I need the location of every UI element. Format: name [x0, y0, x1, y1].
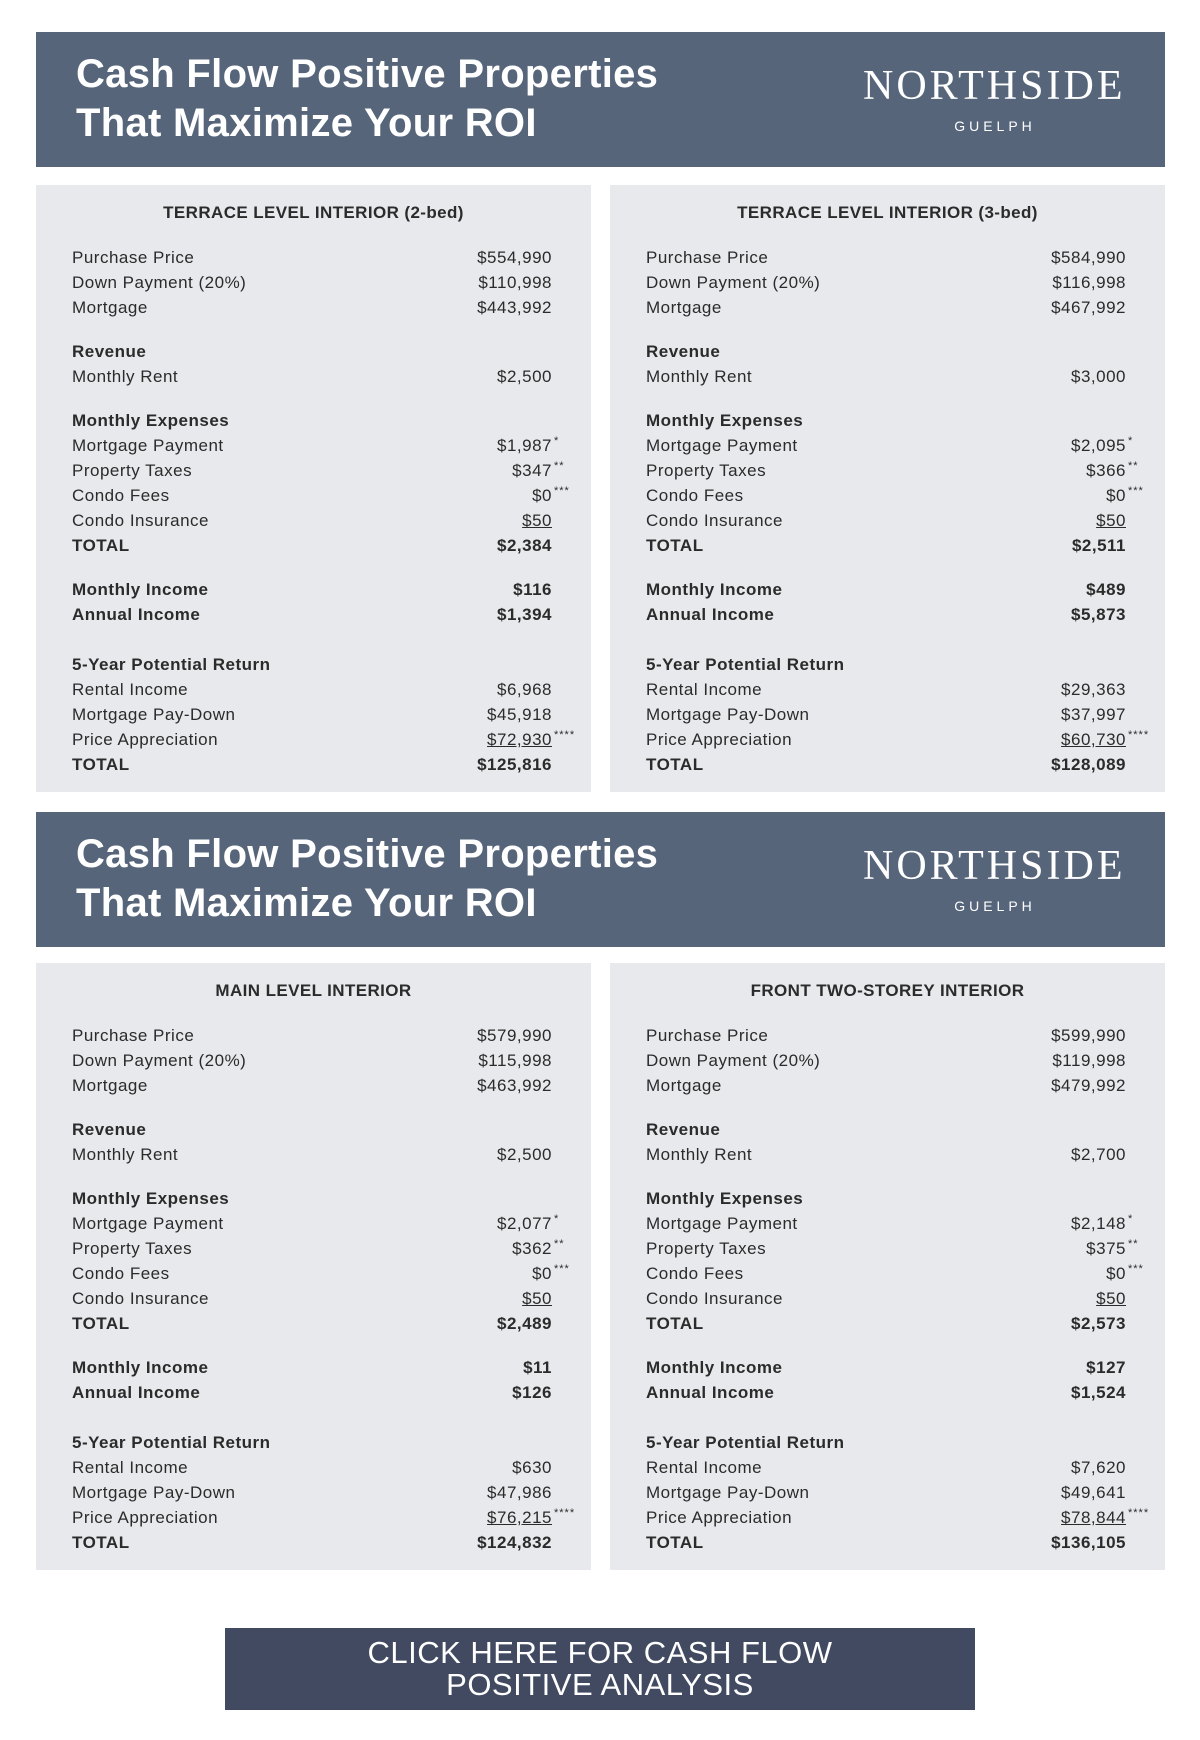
- row-label: Down Payment (20%): [646, 273, 821, 292]
- cash-flow-analysis-button[interactable]: [225, 1628, 975, 1710]
- row-value: $29,363: [1061, 680, 1126, 699]
- row-label: Mortgage Pay-Down: [72, 705, 236, 724]
- footnote-marker: **: [554, 460, 565, 472]
- row-label: Monthly Rent: [646, 367, 753, 386]
- row-value: $119,998: [1052, 1051, 1126, 1070]
- row-label: 5-Year Potential Return: [646, 655, 845, 674]
- row-monthly-income: [646, 577, 1126, 602]
- row-five-year: [72, 652, 552, 677]
- row-value: $126: [512, 1383, 552, 1402]
- row-label: Condo Insurance: [72, 511, 209, 530]
- row-value: $78,844: [1061, 1508, 1126, 1527]
- cta-line1: CLICK HERE FOR CASH FLOW: [367, 1635, 833, 1670]
- row-return-total: [646, 752, 1126, 777]
- row-value: $60,730: [1061, 730, 1126, 749]
- row-label: TOTAL: [646, 755, 704, 774]
- row-label: Mortgage: [72, 298, 148, 317]
- row-mortgage-paydown: [646, 1480, 1126, 1505]
- row-value: $136,105: [1051, 1533, 1126, 1552]
- row-monthly-expenses: [72, 1186, 552, 1211]
- panel-title: TERRACE LEVEL INTERIOR (2-bed): [163, 203, 464, 222]
- row-label: Revenue: [72, 1120, 147, 1139]
- footnote-marker: *: [1128, 435, 1134, 447]
- row-condo-insurance: [72, 508, 552, 533]
- row-rental-income: [646, 677, 1126, 702]
- row-value: $479,992: [1051, 1076, 1126, 1095]
- row-value: $1,524: [1071, 1383, 1126, 1402]
- row-condo-insurance: [646, 1286, 1126, 1311]
- row-price-appreciation: [646, 727, 1150, 752]
- row-value: $37,997: [1061, 705, 1126, 724]
- row-label: Purchase Price: [646, 1026, 769, 1045]
- row-value: $2,500: [497, 1145, 552, 1164]
- row-value: $2,500: [497, 367, 552, 386]
- row-label: Monthly Income: [646, 580, 783, 599]
- row-expenses-total: [646, 533, 1126, 558]
- footnote-marker: *: [1128, 1213, 1134, 1225]
- row-revenue: [646, 339, 1126, 364]
- row-value: $124,832: [477, 1533, 552, 1552]
- row-condo-fees: [72, 483, 570, 508]
- header-title-line2: That Maximize Your ROI: [76, 881, 537, 925]
- row-value: $0: [532, 486, 552, 505]
- row-label: Mortgage Pay-Down: [646, 705, 810, 724]
- footnote-marker: ***: [1128, 485, 1144, 497]
- row-label: Mortgage Pay-Down: [72, 1483, 236, 1502]
- header-title: [76, 50, 658, 148]
- row-label: Purchase Price: [72, 248, 195, 267]
- header-title-line1: Cash Flow Positive Properties: [76, 832, 659, 876]
- row-label: Annual Income: [646, 605, 775, 624]
- row-label: Mortgage: [72, 1076, 148, 1095]
- row-purchase-price: [646, 245, 1126, 270]
- row-mortgage-payment: [72, 433, 560, 458]
- row-value: $463,992: [477, 1076, 552, 1095]
- row-value: $579,990: [477, 1026, 552, 1045]
- row-value: $362: [512, 1239, 552, 1258]
- row-monthly-expenses: [72, 408, 552, 433]
- row-label: Monthly Income: [646, 1358, 783, 1377]
- row-label: Rental Income: [72, 680, 189, 699]
- row-value: $554,990: [477, 248, 552, 267]
- footnote-marker: ****: [1128, 729, 1150, 741]
- row-expenses-total: [72, 1311, 552, 1336]
- row-label: Price Appreciation: [646, 1508, 793, 1527]
- row-value: $128,089: [1051, 755, 1126, 774]
- logo-name: NORTHSIDE: [863, 843, 1126, 889]
- row-value: $2,095: [1071, 436, 1126, 455]
- row-monthly-expenses: [646, 1186, 1126, 1211]
- row-revenue: [646, 1117, 1126, 1142]
- row-value: $50: [522, 1289, 552, 1308]
- row-price-appreciation: [72, 1505, 576, 1530]
- header-title-line2: That Maximize Your ROI: [76, 101, 537, 145]
- row-annual-income: [646, 602, 1126, 627]
- row-mortgage: [72, 295, 552, 320]
- row-property-taxes: [646, 1236, 1139, 1261]
- row-label: Price Appreciation: [72, 1508, 219, 1527]
- footnote-marker: **: [554, 1238, 565, 1250]
- row-five-year: [646, 1430, 1126, 1455]
- footnote-marker: ****: [1128, 1507, 1150, 1519]
- row-value: $630: [512, 1458, 552, 1477]
- row-value: $50: [522, 511, 552, 530]
- row-purchase-price: [72, 245, 552, 270]
- row-mortgage: [72, 1073, 552, 1098]
- row-value: $125,816: [477, 755, 552, 774]
- row-label: Property Taxes: [72, 461, 193, 480]
- row-value: $489: [1086, 580, 1126, 599]
- row-property-taxes: [72, 1236, 565, 1261]
- row-purchase-price: [646, 1023, 1126, 1048]
- row-value: $467,992: [1051, 298, 1126, 317]
- row-value: $116,998: [1052, 273, 1126, 292]
- logo-name: NORTHSIDE: [863, 63, 1126, 109]
- row-mortgage-paydown: [646, 702, 1126, 727]
- row-monthly-income: [72, 577, 552, 602]
- row-label: 5-Year Potential Return: [72, 655, 271, 674]
- row-label: Monthly Expenses: [646, 1189, 804, 1208]
- property-panel: [36, 185, 591, 792]
- row-label: Annual Income: [72, 605, 201, 624]
- property-panel: [610, 963, 1165, 1570]
- row-return-total: [72, 1530, 552, 1555]
- header-title-line1: Cash Flow Positive Properties: [76, 52, 659, 96]
- row-condo-fees: [646, 1261, 1144, 1286]
- row-down-payment: [72, 270, 552, 295]
- row-label: Condo Fees: [72, 486, 170, 505]
- row-mortgage-paydown: [72, 702, 552, 727]
- row-value: $2,489: [497, 1314, 552, 1333]
- row-value: $127: [1086, 1358, 1126, 1377]
- row-property-taxes: [646, 458, 1139, 483]
- row-monthly-rent: [72, 1142, 552, 1167]
- row-annual-income: [72, 602, 552, 627]
- logo-subtitle: GUELPH: [954, 118, 1036, 134]
- row-monthly-rent: [646, 364, 1126, 389]
- footnote-marker: *: [554, 1213, 560, 1225]
- row-label: TOTAL: [646, 1314, 704, 1333]
- row-label: Annual Income: [72, 1383, 201, 1402]
- row-label: Revenue: [646, 1120, 721, 1139]
- row-monthly-rent: [646, 1142, 1126, 1167]
- row-label: Monthly Income: [72, 1358, 209, 1377]
- row-value: $375: [1086, 1239, 1126, 1258]
- row-label: Monthly Rent: [72, 1145, 179, 1164]
- panel-title: MAIN LEVEL INTERIOR: [215, 981, 412, 1000]
- row-label: Annual Income: [646, 1383, 775, 1402]
- row-label: Down Payment (20%): [72, 273, 247, 292]
- row-revenue: [72, 1117, 552, 1142]
- row-down-payment: [646, 1048, 1126, 1073]
- row-value: $0: [1106, 486, 1126, 505]
- row-mortgage: [646, 295, 1126, 320]
- row-revenue: [72, 339, 552, 364]
- row-label: Condo Insurance: [646, 1289, 783, 1308]
- row-label: Monthly Rent: [646, 1145, 753, 1164]
- northside-logo: [863, 63, 1126, 134]
- row-value: $3,000: [1071, 367, 1126, 386]
- row-expenses-total: [72, 533, 552, 558]
- row-value: $2,384: [497, 536, 552, 555]
- row-value: $1,394: [497, 605, 552, 624]
- row-purchase-price: [72, 1023, 552, 1048]
- footnote-marker: ****: [554, 729, 576, 741]
- row-label: Mortgage Payment: [72, 1214, 224, 1233]
- row-label: Condo Insurance: [72, 1289, 209, 1308]
- row-condo-fees: [72, 1261, 570, 1286]
- row-expenses-total: [646, 1311, 1126, 1336]
- row-value: $584,990: [1051, 248, 1126, 267]
- row-value: $5,873: [1071, 605, 1126, 624]
- row-mortgage-paydown: [72, 1480, 552, 1505]
- row-value: $110,998: [478, 273, 552, 292]
- row-label: Revenue: [72, 342, 147, 361]
- footnote-marker: ****: [554, 1507, 576, 1519]
- row-label: TOTAL: [646, 1533, 704, 1552]
- row-label: Monthly Expenses: [646, 411, 804, 430]
- row-condo-insurance: [646, 508, 1126, 533]
- row-label: Monthly Rent: [72, 367, 179, 386]
- row-label: Rental Income: [646, 680, 763, 699]
- row-value: $45,918: [487, 705, 552, 724]
- row-label: Mortgage Pay-Down: [646, 1483, 810, 1502]
- panel-title: FRONT TWO-STOREY INTERIOR: [750, 981, 1025, 1000]
- row-label: Purchase Price: [646, 248, 769, 267]
- row-label: Mortgage: [646, 1076, 722, 1095]
- row-value: $72,930: [487, 730, 552, 749]
- row-value: $2,573: [1071, 1314, 1126, 1333]
- row-value: $6,968: [497, 680, 552, 699]
- row-label: Rental Income: [72, 1458, 189, 1477]
- row-label: Price Appreciation: [72, 730, 219, 749]
- footnote-marker: **: [1128, 1238, 1139, 1250]
- row-annual-income: [646, 1380, 1126, 1405]
- row-label: Property Taxes: [72, 1239, 193, 1258]
- row-value: $115,998: [478, 1051, 552, 1070]
- row-value: $76,215: [487, 1508, 552, 1527]
- row-label: TOTAL: [72, 1533, 130, 1552]
- row-label: Condo Fees: [646, 486, 744, 505]
- row-value: $50: [1096, 1289, 1126, 1308]
- row-label: Mortgage Payment: [646, 436, 798, 455]
- property-panel: [36, 963, 591, 1570]
- row-monthly-income: [72, 1355, 552, 1380]
- footnote-marker: **: [1128, 460, 1139, 472]
- row-value: $11: [523, 1358, 552, 1377]
- row-label: Property Taxes: [646, 1239, 767, 1258]
- panel-title: TERRACE LEVEL INTERIOR (3-bed): [737, 203, 1038, 222]
- row-price-appreciation: [72, 727, 576, 752]
- row-label: Condo Fees: [646, 1264, 744, 1283]
- row-label: Monthly Income: [72, 580, 209, 599]
- row-label: 5-Year Potential Return: [72, 1433, 271, 1452]
- row-value: $2,511: [1071, 536, 1126, 555]
- row-value: $2,700: [1071, 1145, 1126, 1164]
- row-value: $0: [1106, 1264, 1126, 1283]
- row-value: $47,986: [487, 1483, 552, 1502]
- row-value: $599,990: [1051, 1026, 1126, 1045]
- header-banner-top: [36, 32, 1165, 167]
- row-label: Rental Income: [646, 1458, 763, 1477]
- row-mortgage-payment: [72, 1211, 560, 1236]
- row-label: TOTAL: [646, 536, 704, 555]
- row-label: Down Payment (20%): [646, 1051, 821, 1070]
- row-label: Monthly Expenses: [72, 1189, 230, 1208]
- row-annual-income: [72, 1380, 552, 1405]
- row-value: $49,641: [1061, 1483, 1126, 1502]
- row-label: Down Payment (20%): [72, 1051, 247, 1070]
- row-label: Monthly Expenses: [72, 411, 230, 430]
- row-monthly-expenses: [646, 408, 1126, 433]
- row-label: Purchase Price: [72, 1026, 195, 1045]
- row-condo-insurance: [72, 1286, 552, 1311]
- row-label: TOTAL: [72, 1314, 130, 1333]
- row-label: TOTAL: [72, 536, 130, 555]
- row-condo-fees: [646, 483, 1144, 508]
- header-title: [76, 830, 658, 928]
- footnote-marker: *: [554, 435, 560, 447]
- row-value: $366: [1086, 461, 1126, 480]
- row-label: TOTAL: [72, 755, 130, 774]
- row-value: $116: [513, 580, 552, 599]
- row-monthly-rent: [72, 364, 552, 389]
- row-return-total: [72, 752, 552, 777]
- row-value: $2,148: [1071, 1214, 1126, 1233]
- row-label: Condo Insurance: [646, 511, 783, 530]
- footnote-marker: ***: [554, 485, 570, 497]
- row-value: $7,620: [1071, 1458, 1126, 1477]
- row-value: $0: [532, 1264, 552, 1283]
- row-label: Property Taxes: [646, 461, 767, 480]
- row-label: Mortgage Payment: [646, 1214, 798, 1233]
- footnote-marker: ***: [1128, 1263, 1144, 1275]
- northside-logo: [863, 843, 1126, 914]
- row-down-payment: [72, 1048, 552, 1073]
- row-property-taxes: [72, 458, 565, 483]
- row-mortgage: [646, 1073, 1126, 1098]
- row-return-total: [646, 1530, 1126, 1555]
- row-label: Mortgage: [646, 298, 722, 317]
- row-rental-income: [72, 677, 552, 702]
- row-label: Price Appreciation: [646, 730, 793, 749]
- property-panel: [610, 185, 1165, 792]
- footnote-marker: ***: [554, 1263, 570, 1275]
- row-mortgage-payment: [646, 433, 1134, 458]
- row-value: $1,987: [497, 436, 552, 455]
- cta-line2: POSITIVE ANALYSIS: [446, 1667, 754, 1702]
- row-label: Condo Fees: [72, 1264, 170, 1283]
- row-mortgage-payment: [646, 1211, 1134, 1236]
- row-value: $2,077: [497, 1214, 552, 1233]
- row-value: $50: [1096, 511, 1126, 530]
- row-value: $443,992: [477, 298, 552, 317]
- row-five-year: [72, 1430, 552, 1455]
- row-value: $347: [512, 461, 552, 480]
- row-label: Mortgage Payment: [72, 436, 224, 455]
- row-price-appreciation: [646, 1505, 1150, 1530]
- row-rental-income: [646, 1455, 1126, 1480]
- row-label: Revenue: [646, 342, 721, 361]
- row-five-year: [646, 652, 1126, 677]
- row-monthly-income: [646, 1355, 1126, 1380]
- row-rental-income: [72, 1455, 552, 1480]
- logo-subtitle: GUELPH: [954, 898, 1036, 914]
- row-down-payment: [646, 270, 1126, 295]
- header-banner-bottom: [36, 812, 1165, 947]
- row-label: 5-Year Potential Return: [646, 1433, 845, 1452]
